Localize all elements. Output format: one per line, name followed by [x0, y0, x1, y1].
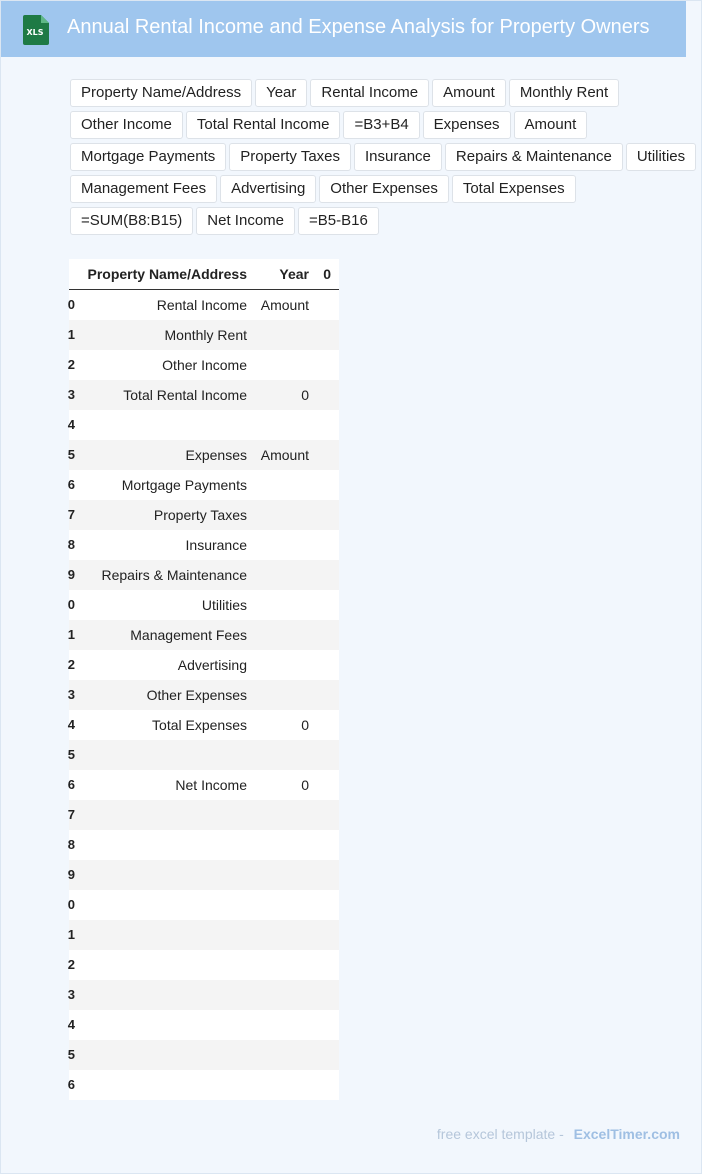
table-row — [69, 410, 339, 440]
field-chip[interactable]: Repairs & Maintenance — [445, 143, 623, 171]
row-number: 6 — [67, 477, 75, 492]
field-chip[interactable]: Total Expenses — [452, 175, 576, 203]
row-number: 2 — [67, 357, 75, 372]
row-number: 5 — [67, 1047, 75, 1062]
table-row — [69, 800, 339, 830]
table-row — [69, 620, 339, 650]
sheet-header-row — [69, 259, 339, 290]
table-row — [69, 440, 339, 470]
cell-value: Amount — [260, 447, 309, 463]
cell-value: Amount — [260, 297, 309, 313]
table-row — [69, 650, 339, 680]
sheet-rows — [69, 290, 339, 1100]
field-chip[interactable]: Expenses — [423, 111, 511, 139]
field-chip[interactable]: Total Rental Income — [186, 111, 341, 139]
field-chip[interactable]: Amount — [514, 111, 588, 139]
table-row — [69, 680, 339, 710]
field-chip[interactable]: Other Income — [70, 111, 183, 139]
cell-label: Expenses — [185, 447, 247, 463]
row-number: 4 — [67, 1017, 75, 1032]
table-row — [69, 1040, 339, 1070]
row-number: 0 — [67, 897, 75, 912]
spreadsheet-preview — [69, 259, 339, 1100]
table-row — [69, 590, 339, 620]
cell-label: Other Income — [162, 357, 247, 373]
table-row — [69, 350, 339, 380]
cell-label: Utilities — [201, 597, 247, 613]
header-cell-b: Year — [279, 266, 309, 282]
cell-label: Management Fees — [130, 627, 247, 643]
row-number: 4 — [67, 417, 75, 432]
field-chip[interactable]: Property Name/Address — [70, 79, 252, 107]
row-number: 9 — [67, 567, 75, 582]
field-chip[interactable]: Property Taxes — [229, 143, 351, 171]
field-chip[interactable]: =B5-B16 — [298, 207, 379, 235]
cell-label: Advertising — [177, 657, 247, 673]
cell-label: Total Expenses — [152, 717, 247, 733]
table-row — [69, 710, 339, 740]
row-number: 6 — [67, 1077, 75, 1092]
row-number: 5 — [67, 747, 75, 762]
table-row — [69, 830, 339, 860]
header-bar — [1, 1, 686, 57]
table-row — [69, 500, 339, 530]
xls-file-icon — [21, 14, 51, 45]
row-number: 2 — [67, 957, 75, 972]
field-chip[interactable]: Net Income — [196, 207, 295, 235]
table-row — [69, 320, 339, 350]
cell-label: Mortgage Payments — [121, 477, 247, 493]
field-chip[interactable]: Other Expenses — [319, 175, 449, 203]
field-chip[interactable]: Monthly Rent — [509, 79, 619, 107]
table-row — [69, 770, 339, 800]
row-number: 3 — [67, 387, 75, 402]
footer-brand-link[interactable]: ExcelTimer.com — [573, 1126, 680, 1142]
row-number: 8 — [67, 837, 75, 852]
footer-credit — [437, 1126, 680, 1142]
cell-value: 0 — [301, 387, 309, 403]
field-chip-list — [70, 79, 700, 235]
row-number: 1 — [67, 627, 75, 642]
table-row — [69, 560, 339, 590]
field-chip[interactable]: Insurance — [354, 143, 442, 171]
cell-label: Repairs & Maintenance — [101, 567, 247, 583]
header-cell-c: 0 — [323, 266, 331, 282]
field-chip[interactable]: Year — [255, 79, 307, 107]
table-row — [69, 950, 339, 980]
field-chip[interactable]: Rental Income — [310, 79, 429, 107]
row-number: 4 — [67, 717, 75, 732]
cell-label: Total Rental Income — [123, 387, 247, 403]
cell-value: 0 — [301, 777, 309, 793]
table-row — [69, 290, 339, 320]
row-number: 0 — [67, 597, 75, 612]
row-number: 1 — [67, 927, 75, 942]
header-cell-a: Property Name/Address — [87, 266, 247, 282]
table-row — [69, 470, 339, 500]
row-number: 3 — [67, 987, 75, 1002]
table-row — [69, 890, 339, 920]
footer-prefix: free excel template - — [436, 1126, 564, 1142]
table-row — [69, 860, 339, 890]
page-title: Annual Rental Income and Expense Analysis for Property Owners — [67, 16, 650, 38]
row-number: 9 — [67, 867, 75, 882]
table-row — [69, 980, 339, 1010]
row-number: 2 — [67, 657, 75, 672]
cell-label: Monthly Rent — [164, 327, 247, 343]
row-number: 5 — [67, 447, 75, 462]
field-chip[interactable]: Management Fees — [70, 175, 217, 203]
table-row — [69, 380, 339, 410]
row-number: 6 — [67, 777, 75, 792]
row-number: 1 — [67, 327, 75, 342]
cell-label: Rental Income — [156, 297, 247, 313]
svg-text:XLS: XLS — [26, 28, 44, 37]
table-row — [69, 530, 339, 560]
table-row — [69, 1070, 339, 1100]
table-row — [69, 740, 339, 770]
cell-value: 0 — [301, 717, 309, 733]
cell-label: Insurance — [185, 537, 247, 553]
field-chip[interactable]: Advertising — [220, 175, 316, 203]
field-chip[interactable]: Utilities — [626, 143, 696, 171]
field-chip[interactable]: =B3+B4 — [343, 111, 419, 139]
field-chip[interactable]: Mortgage Payments — [70, 143, 226, 171]
table-row — [69, 1010, 339, 1040]
row-number: 7 — [67, 807, 75, 822]
cell-label: Property Taxes — [153, 507, 247, 523]
row-number: 0 — [67, 297, 75, 312]
cell-label: Net Income — [175, 777, 247, 793]
row-number: 7 — [67, 507, 75, 522]
row-number: 3 — [67, 687, 75, 702]
field-chip[interactable]: Amount — [432, 79, 506, 107]
cell-label: Other Expenses — [146, 687, 247, 703]
field-chip[interactable]: =SUM(B8:B15) — [70, 207, 193, 235]
row-number: 8 — [67, 537, 75, 552]
table-row — [69, 920, 339, 950]
